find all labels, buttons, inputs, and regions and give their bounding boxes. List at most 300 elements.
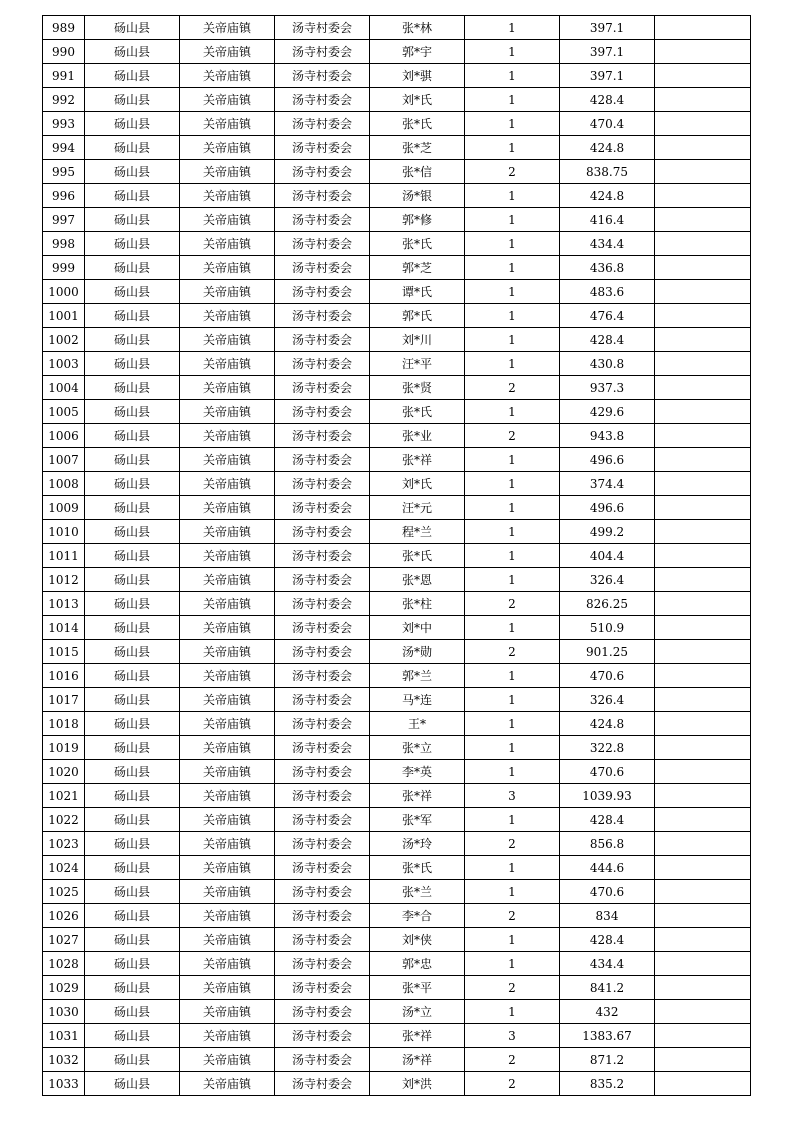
town-cell: 关帝庙镇	[180, 256, 275, 280]
note-cell	[655, 880, 751, 904]
household-count-cell: 2	[465, 160, 560, 184]
county-cell: 砀山县	[85, 352, 180, 376]
person-name-cell: 张*信	[370, 160, 465, 184]
person-name-cell: 张*氏	[370, 400, 465, 424]
row-number-cell: 999	[43, 256, 85, 280]
row-number-cell: 1033	[43, 1072, 85, 1096]
row-number-cell: 992	[43, 88, 85, 112]
village-cell: 汤寺村委会	[275, 1072, 370, 1096]
household-count-cell: 1	[465, 280, 560, 304]
table-body	[43, 16, 751, 1096]
row-number-cell: 1008	[43, 472, 85, 496]
village-cell: 汤寺村委会	[275, 1048, 370, 1072]
row-number-cell: 1020	[43, 760, 85, 784]
county-cell: 砀山县	[85, 616, 180, 640]
row-number-cell: 1018	[43, 712, 85, 736]
amount-cell: 397.1	[560, 16, 655, 40]
village-cell: 汤寺村委会	[275, 592, 370, 616]
town-cell: 关帝庙镇	[180, 448, 275, 472]
county-cell: 砀山县	[85, 304, 180, 328]
amount-cell: 943.8	[560, 424, 655, 448]
village-cell: 汤寺村委会	[275, 64, 370, 88]
town-cell: 关帝庙镇	[180, 376, 275, 400]
row-number-cell: 1032	[43, 1048, 85, 1072]
amount-cell: 470.6	[560, 880, 655, 904]
village-cell: 汤寺村委会	[275, 856, 370, 880]
household-count-cell: 1	[465, 64, 560, 88]
amount-cell: 496.6	[560, 496, 655, 520]
note-cell	[655, 40, 751, 64]
amount-cell: 499.2	[560, 520, 655, 544]
household-count-cell: 1	[465, 856, 560, 880]
amount-cell: 397.1	[560, 64, 655, 88]
note-cell	[655, 760, 751, 784]
town-cell: 关帝庙镇	[180, 784, 275, 808]
household-count-cell: 2	[465, 976, 560, 1000]
household-count-cell: 1	[465, 760, 560, 784]
row-number-cell: 1023	[43, 832, 85, 856]
table-row	[43, 1024, 751, 1048]
county-cell: 砀山县	[85, 520, 180, 544]
county-cell: 砀山县	[85, 496, 180, 520]
note-cell	[655, 232, 751, 256]
county-cell: 砀山县	[85, 472, 180, 496]
amount-cell: 430.8	[560, 352, 655, 376]
county-cell: 砀山县	[85, 688, 180, 712]
village-cell: 汤寺村委会	[275, 136, 370, 160]
town-cell: 关帝庙镇	[180, 976, 275, 1000]
household-count-cell: 1	[465, 736, 560, 760]
county-cell: 砀山县	[85, 784, 180, 808]
household-count-cell: 1	[465, 952, 560, 976]
amount-cell: 326.4	[560, 568, 655, 592]
county-cell: 砀山县	[85, 664, 180, 688]
county-cell: 砀山县	[85, 1024, 180, 1048]
household-count-cell: 2	[465, 832, 560, 856]
county-cell: 砀山县	[85, 208, 180, 232]
town-cell: 关帝庙镇	[180, 808, 275, 832]
county-cell: 砀山县	[85, 568, 180, 592]
county-cell: 砀山县	[85, 64, 180, 88]
town-cell: 关帝庙镇	[180, 160, 275, 184]
note-cell	[655, 376, 751, 400]
county-cell: 砀山县	[85, 976, 180, 1000]
row-number-cell: 1019	[43, 736, 85, 760]
row-number-cell: 1022	[43, 808, 85, 832]
household-count-cell: 1	[465, 928, 560, 952]
table-row	[43, 304, 751, 328]
table-row	[43, 328, 751, 352]
note-cell	[655, 736, 751, 760]
amount-cell: 416.4	[560, 208, 655, 232]
town-cell: 关帝庙镇	[180, 1000, 275, 1024]
amount-cell: 428.4	[560, 88, 655, 112]
town-cell: 关帝庙镇	[180, 832, 275, 856]
county-cell: 砀山县	[85, 40, 180, 64]
household-count-cell: 1	[465, 664, 560, 688]
amount-cell: 841.2	[560, 976, 655, 1000]
note-cell	[655, 472, 751, 496]
household-count-cell: 1	[465, 616, 560, 640]
village-cell: 汤寺村委会	[275, 304, 370, 328]
table-row	[43, 280, 751, 304]
county-cell: 砀山县	[85, 112, 180, 136]
person-name-cell: 马*连	[370, 688, 465, 712]
person-name-cell: 张*氏	[370, 112, 465, 136]
person-name-cell: 王*	[370, 712, 465, 736]
note-cell	[655, 160, 751, 184]
household-count-cell: 1	[465, 232, 560, 256]
table-row	[43, 160, 751, 184]
row-number-cell: 1003	[43, 352, 85, 376]
village-cell: 汤寺村委会	[275, 544, 370, 568]
county-cell: 砀山县	[85, 544, 180, 568]
village-cell: 汤寺村委会	[275, 1024, 370, 1048]
village-cell: 汤寺村委会	[275, 112, 370, 136]
table-row	[43, 424, 751, 448]
note-cell	[655, 928, 751, 952]
row-number-cell: 1002	[43, 328, 85, 352]
town-cell: 关帝庙镇	[180, 928, 275, 952]
village-cell: 汤寺村委会	[275, 328, 370, 352]
note-cell	[655, 592, 751, 616]
row-number-cell: 1014	[43, 616, 85, 640]
note-cell	[655, 664, 751, 688]
town-cell: 关帝庙镇	[180, 424, 275, 448]
table-row	[43, 112, 751, 136]
household-count-cell: 2	[465, 640, 560, 664]
row-number-cell: 991	[43, 64, 85, 88]
county-cell: 砀山县	[85, 760, 180, 784]
person-name-cell: 张*氏	[370, 856, 465, 880]
village-cell: 汤寺村委会	[275, 832, 370, 856]
person-name-cell: 程*兰	[370, 520, 465, 544]
amount-cell: 496.6	[560, 448, 655, 472]
note-cell	[655, 1000, 751, 1024]
amount-cell: 510.9	[560, 616, 655, 640]
person-name-cell: 汪*元	[370, 496, 465, 520]
note-cell	[655, 136, 751, 160]
amount-cell: 434.4	[560, 232, 655, 256]
person-name-cell: 张*祥	[370, 784, 465, 808]
note-cell	[655, 16, 751, 40]
amount-cell: 483.6	[560, 280, 655, 304]
village-cell: 汤寺村委会	[275, 280, 370, 304]
amount-cell: 429.6	[560, 400, 655, 424]
row-number-cell: 1025	[43, 880, 85, 904]
amount-cell: 444.6	[560, 856, 655, 880]
table-row	[43, 736, 751, 760]
household-count-cell: 1	[465, 136, 560, 160]
note-cell	[655, 1072, 751, 1096]
amount-cell: 871.2	[560, 1048, 655, 1072]
amount-cell: 374.4	[560, 472, 655, 496]
town-cell: 关帝庙镇	[180, 136, 275, 160]
note-cell	[655, 352, 751, 376]
row-number-cell: 1028	[43, 952, 85, 976]
person-name-cell: 刘*侠	[370, 928, 465, 952]
village-cell: 汤寺村委会	[275, 520, 370, 544]
person-name-cell: 张*业	[370, 424, 465, 448]
town-cell: 关帝庙镇	[180, 16, 275, 40]
table-row	[43, 136, 751, 160]
note-cell	[655, 280, 751, 304]
note-cell	[655, 640, 751, 664]
row-number-cell: 1007	[43, 448, 85, 472]
row-number-cell: 997	[43, 208, 85, 232]
household-count-cell: 1	[465, 496, 560, 520]
person-name-cell: 刘*川	[370, 328, 465, 352]
household-count-cell: 2	[465, 1048, 560, 1072]
person-name-cell: 郭*宇	[370, 40, 465, 64]
person-name-cell: 刘*氏	[370, 88, 465, 112]
village-cell: 汤寺村委会	[275, 400, 370, 424]
table-row	[43, 16, 751, 40]
table-row	[43, 64, 751, 88]
town-cell: 关帝庙镇	[180, 688, 275, 712]
household-count-cell: 3	[465, 784, 560, 808]
village-cell: 汤寺村委会	[275, 568, 370, 592]
row-number-cell: 1016	[43, 664, 85, 688]
amount-cell: 835.2	[560, 1072, 655, 1096]
village-cell: 汤寺村委会	[275, 688, 370, 712]
table-row	[43, 1000, 751, 1024]
table-row	[43, 1048, 751, 1072]
household-count-cell: 1	[465, 208, 560, 232]
table-row	[43, 472, 751, 496]
row-number-cell: 1027	[43, 928, 85, 952]
person-name-cell: 郭*修	[370, 208, 465, 232]
table-row	[43, 592, 751, 616]
household-count-cell: 2	[465, 1072, 560, 1096]
note-cell	[655, 856, 751, 880]
person-name-cell: 谭*氏	[370, 280, 465, 304]
row-number-cell: 1024	[43, 856, 85, 880]
note-cell	[655, 424, 751, 448]
town-cell: 关帝庙镇	[180, 304, 275, 328]
town-cell: 关帝庙镇	[180, 496, 275, 520]
note-cell	[655, 712, 751, 736]
amount-cell: 326.4	[560, 688, 655, 712]
town-cell: 关帝庙镇	[180, 520, 275, 544]
town-cell: 关帝庙镇	[180, 640, 275, 664]
village-cell: 汤寺村委会	[275, 952, 370, 976]
row-number-cell: 1031	[43, 1024, 85, 1048]
amount-cell: 436.8	[560, 256, 655, 280]
village-cell: 汤寺村委会	[275, 976, 370, 1000]
town-cell: 关帝庙镇	[180, 208, 275, 232]
table-row	[43, 448, 751, 472]
table-row	[43, 568, 751, 592]
household-count-cell: 1	[465, 304, 560, 328]
county-cell: 砀山县	[85, 832, 180, 856]
amount-cell: 424.8	[560, 136, 655, 160]
table-row	[43, 88, 751, 112]
household-count-cell: 1	[465, 256, 560, 280]
town-cell: 关帝庙镇	[180, 472, 275, 496]
town-cell: 关帝庙镇	[180, 232, 275, 256]
row-number-cell: 1029	[43, 976, 85, 1000]
row-number-cell: 993	[43, 112, 85, 136]
note-cell	[655, 784, 751, 808]
row-number-cell: 996	[43, 184, 85, 208]
row-number-cell: 1010	[43, 520, 85, 544]
row-number-cell: 1021	[43, 784, 85, 808]
person-name-cell: 刘*洪	[370, 1072, 465, 1096]
village-cell: 汤寺村委会	[275, 616, 370, 640]
household-count-cell: 1	[465, 328, 560, 352]
person-name-cell: 张*祥	[370, 448, 465, 472]
row-number-cell: 1030	[43, 1000, 85, 1024]
village-cell: 汤寺村委会	[275, 40, 370, 64]
row-number-cell: 1011	[43, 544, 85, 568]
note-cell	[655, 904, 751, 928]
amount-cell: 1039.93	[560, 784, 655, 808]
row-number-cell: 1000	[43, 280, 85, 304]
table-row	[43, 880, 751, 904]
amount-cell: 404.4	[560, 544, 655, 568]
village-cell: 汤寺村委会	[275, 472, 370, 496]
village-cell: 汤寺村委会	[275, 904, 370, 928]
data-table	[42, 15, 751, 1096]
county-cell: 砀山县	[85, 328, 180, 352]
town-cell: 关帝庙镇	[180, 736, 275, 760]
note-cell	[655, 184, 751, 208]
row-number-cell: 1013	[43, 592, 85, 616]
person-name-cell: 郭*氏	[370, 304, 465, 328]
county-cell: 砀山县	[85, 712, 180, 736]
amount-cell: 322.8	[560, 736, 655, 760]
note-cell	[655, 1048, 751, 1072]
amount-cell: 470.6	[560, 760, 655, 784]
person-name-cell: 刘*氏	[370, 472, 465, 496]
town-cell: 关帝庙镇	[180, 712, 275, 736]
county-cell: 砀山县	[85, 184, 180, 208]
village-cell: 汤寺村委会	[275, 376, 370, 400]
row-number-cell: 1004	[43, 376, 85, 400]
household-count-cell: 1	[465, 16, 560, 40]
town-cell: 关帝庙镇	[180, 88, 275, 112]
county-cell: 砀山县	[85, 1072, 180, 1096]
town-cell: 关帝庙镇	[180, 328, 275, 352]
town-cell: 关帝庙镇	[180, 760, 275, 784]
county-cell: 砀山县	[85, 880, 180, 904]
village-cell: 汤寺村委会	[275, 1000, 370, 1024]
table-row	[43, 520, 751, 544]
note-cell	[655, 88, 751, 112]
village-cell: 汤寺村委会	[275, 784, 370, 808]
table-row	[43, 976, 751, 1000]
village-cell: 汤寺村委会	[275, 928, 370, 952]
row-number-cell: 1017	[43, 688, 85, 712]
table-row	[43, 808, 751, 832]
amount-cell: 470.4	[560, 112, 655, 136]
town-cell: 关帝庙镇	[180, 400, 275, 424]
county-cell: 砀山县	[85, 1048, 180, 1072]
person-name-cell: 刘*中	[370, 616, 465, 640]
town-cell: 关帝庙镇	[180, 352, 275, 376]
table-row	[43, 928, 751, 952]
table-row	[43, 400, 751, 424]
amount-cell: 856.8	[560, 832, 655, 856]
village-cell: 汤寺村委会	[275, 232, 370, 256]
person-name-cell: 李*英	[370, 760, 465, 784]
row-number-cell: 1005	[43, 400, 85, 424]
county-cell: 砀山县	[85, 856, 180, 880]
table-row	[43, 544, 751, 568]
village-cell: 汤寺村委会	[275, 160, 370, 184]
note-cell	[655, 616, 751, 640]
amount-cell: 428.4	[560, 808, 655, 832]
amount-cell: 424.8	[560, 712, 655, 736]
note-cell	[655, 304, 751, 328]
table-row	[43, 1072, 751, 1096]
person-name-cell: 汤*立	[370, 1000, 465, 1024]
amount-cell: 901.25	[560, 640, 655, 664]
table-row	[43, 856, 751, 880]
table-row	[43, 760, 751, 784]
note-cell	[655, 952, 751, 976]
county-cell: 砀山县	[85, 592, 180, 616]
household-count-cell: 1	[465, 352, 560, 376]
table-row	[43, 712, 751, 736]
village-cell: 汤寺村委会	[275, 448, 370, 472]
person-name-cell: 汤*勋	[370, 640, 465, 664]
person-name-cell: 张*柱	[370, 592, 465, 616]
town-cell: 关帝庙镇	[180, 544, 275, 568]
town-cell: 关帝庙镇	[180, 1048, 275, 1072]
person-name-cell: 张*恩	[370, 568, 465, 592]
row-number-cell: 995	[43, 160, 85, 184]
table-row	[43, 256, 751, 280]
county-cell: 砀山县	[85, 736, 180, 760]
household-count-cell: 1	[465, 88, 560, 112]
row-number-cell: 994	[43, 136, 85, 160]
table-row	[43, 784, 751, 808]
table-row	[43, 952, 751, 976]
county-cell: 砀山县	[85, 88, 180, 112]
note-cell	[655, 832, 751, 856]
amount-cell: 826.25	[560, 592, 655, 616]
household-count-cell: 2	[465, 376, 560, 400]
village-cell: 汤寺村委会	[275, 184, 370, 208]
village-cell: 汤寺村委会	[275, 352, 370, 376]
village-cell: 汤寺村委会	[275, 712, 370, 736]
county-cell: 砀山县	[85, 808, 180, 832]
village-cell: 汤寺村委会	[275, 496, 370, 520]
town-cell: 关帝庙镇	[180, 568, 275, 592]
amount-cell: 434.4	[560, 952, 655, 976]
village-cell: 汤寺村委会	[275, 16, 370, 40]
table-row	[43, 208, 751, 232]
county-cell: 砀山县	[85, 928, 180, 952]
person-name-cell: 李*合	[370, 904, 465, 928]
note-cell	[655, 328, 751, 352]
village-cell: 汤寺村委会	[275, 640, 370, 664]
person-name-cell: 张*氏	[370, 544, 465, 568]
town-cell: 关帝庙镇	[180, 856, 275, 880]
county-cell: 砀山县	[85, 424, 180, 448]
person-name-cell: 郭*兰	[370, 664, 465, 688]
table-row	[43, 640, 751, 664]
amount-cell: 432	[560, 1000, 655, 1024]
person-name-cell: 郭*忠	[370, 952, 465, 976]
county-cell: 砀山县	[85, 640, 180, 664]
household-count-cell: 1	[465, 544, 560, 568]
row-number-cell: 1006	[43, 424, 85, 448]
town-cell: 关帝庙镇	[180, 904, 275, 928]
note-cell	[655, 112, 751, 136]
